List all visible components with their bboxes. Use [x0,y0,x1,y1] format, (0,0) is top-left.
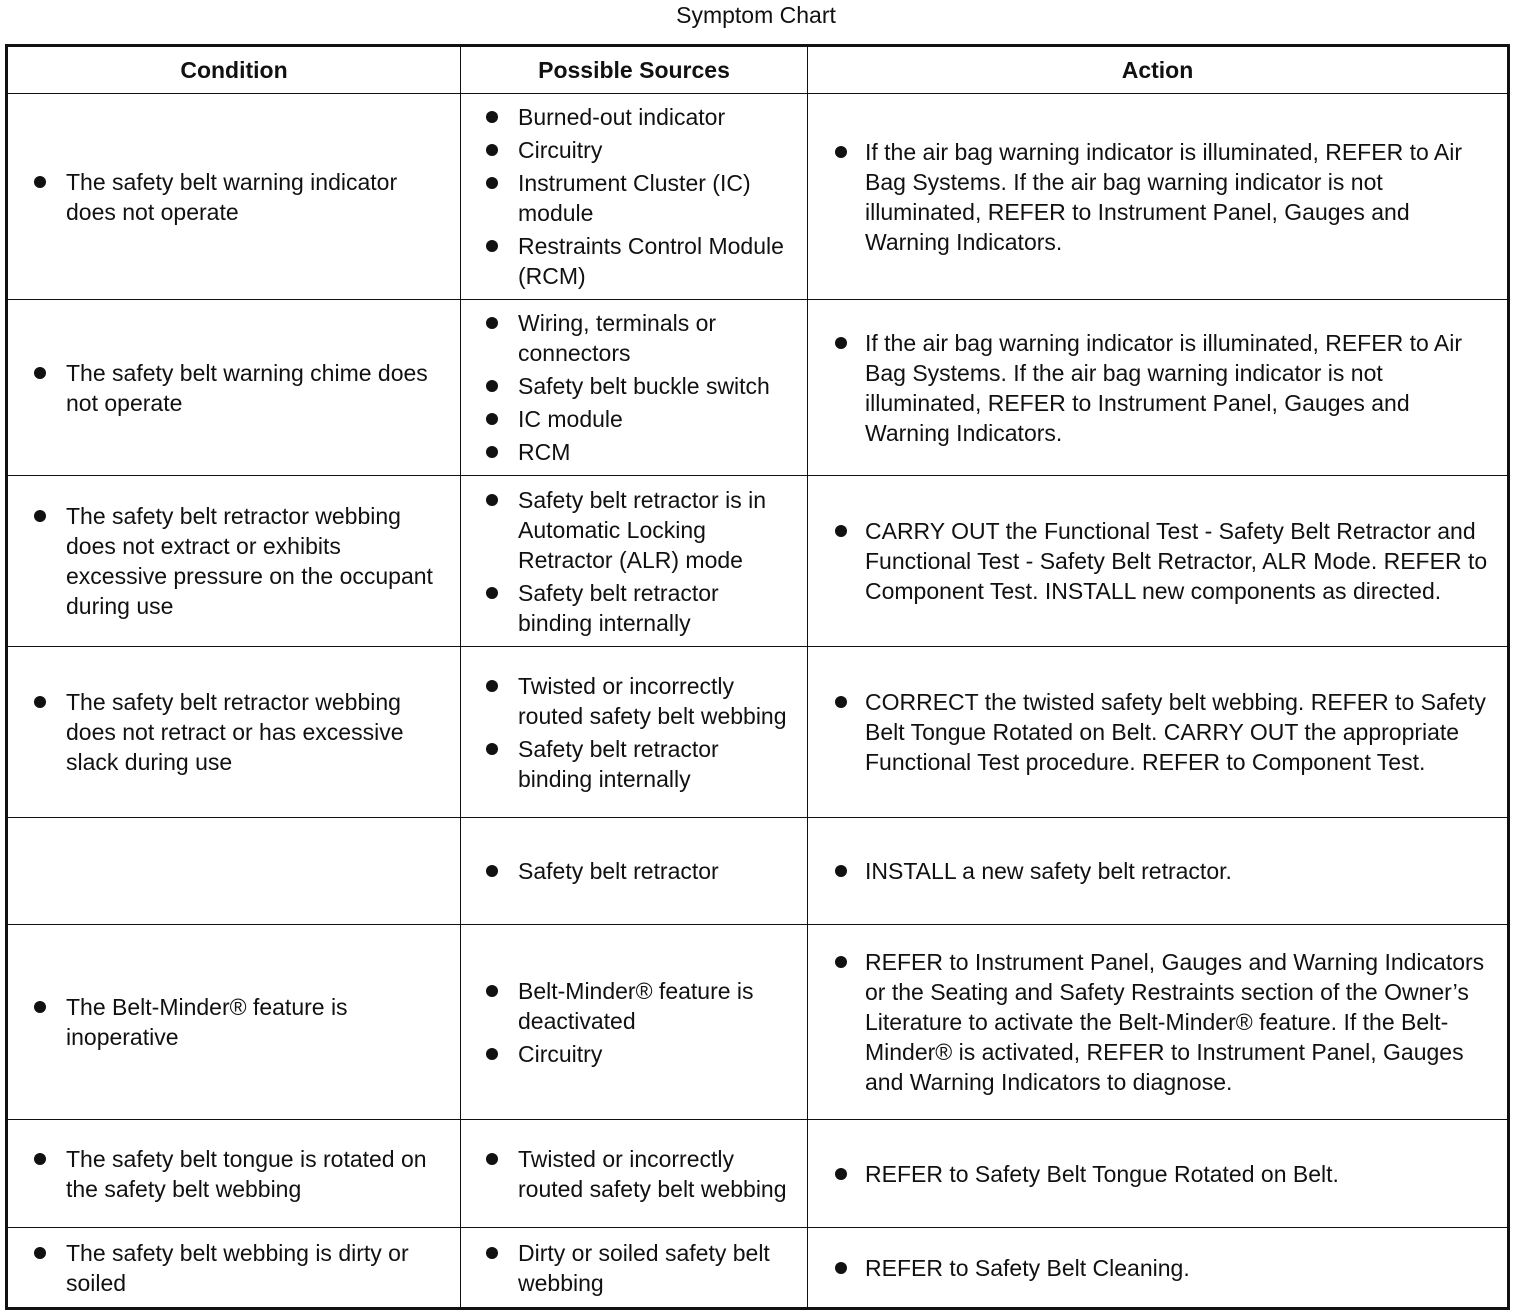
source-item: Safety belt retractor binding internally [461,734,807,794]
table-row [7,925,1509,1120]
source-item: Circuitry [461,135,807,165]
condition-item: The Belt-Minder® feature is inoperative [8,992,460,1052]
sources-cell [461,818,808,925]
action-item: REFER to Safety Belt Cleaning. [808,1253,1507,1283]
action-cell [808,925,1509,1120]
action-item: CARRY OUT the Functional Test - Safety Belt Retractor and Functional Test - Safety Belt Retractor, ALR Mode. REFER to Component Test. INSTALL new components as directed. [808,516,1507,606]
table-row [7,647,1509,818]
source-item: Instrument Cluster (IC) module [461,168,807,228]
source-item: IC module [461,404,807,434]
action-cell [808,94,1509,300]
source-item: Twisted or incorrectly routed safety belt webbing [461,1144,807,1204]
source-item: Safety belt retractor binding internally [461,578,807,638]
condition-item: The safety belt webbing is dirty or soiled [8,1238,460,1298]
action-item: If the air bag warning indicator is illuminated, REFER to Air Bag Systems. If the air bag warning indicator is not illuminated, REFER to Instrument Panel, Gauges and Warning Indicators. [808,137,1507,257]
condition-item: The safety belt warning indicator does not operate [8,167,460,227]
action-cell [808,1120,1509,1228]
chart-title: Symptom Chart [676,2,836,28]
condition-cell [7,300,461,476]
table-row [7,818,1509,925]
table-row [7,1120,1509,1228]
action-cell [808,1228,1509,1309]
header-row [7,46,1509,94]
source-item: Safety belt retractor is in Automatic Locking Retractor (ALR) mode [461,485,807,575]
action-item: If the air bag warning indicator is illuminated, REFER to Air Bag Systems. If the air bag warning indicator is not illuminated, REFER to Instrument Panel, Gauges and Warning Indicators. [808,328,1507,448]
source-item: Restraints Control Module (RCM) [461,231,807,291]
table-row [7,300,1509,476]
source-item: Circuitry [461,1039,807,1069]
condition-cell [7,925,461,1120]
action-item: REFER to Instrument Panel, Gauges and Warning Indicators or the Seating and Safety Restraints section of the Owner’s Literature to activate the Belt-Minder® feature. If the Belt-Minder® is activated, REFER to Instrument Panel, Gauges and Warning Indicators to diagnose. [808,947,1507,1097]
source-item: Wiring, terminals or connectors [461,308,807,368]
action-item: INSTALL a new safety belt retractor. [808,856,1507,886]
condition-cell [7,476,461,647]
sources-cell [461,300,808,476]
source-item: Dirty or soiled safety belt webbing [461,1238,807,1298]
sources-cell [461,1120,808,1228]
symptom-table [5,44,1510,1310]
condition-cell [7,1228,461,1309]
source-item: Twisted or incorrectly routed safety belt webbing [461,671,807,731]
source-item: Safety belt buckle switch [461,371,807,401]
table-row [7,476,1509,647]
condition-item: The safety belt retractor webbing does not extract or exhibits excessive pressure on the occupant during use [8,501,460,621]
condition-item: The safety belt retractor webbing does not retract or has excessive slack during use [8,687,460,777]
action-item: REFER to Safety Belt Tongue Rotated on Belt. [808,1159,1507,1189]
sources-cell [461,925,808,1120]
condition-item: The safety belt warning chime does not operate [8,358,460,418]
source-item: Safety belt retractor [461,856,807,886]
table-row [7,1228,1509,1309]
action-cell [808,476,1509,647]
sources-cell [461,94,808,300]
table-row [7,94,1509,300]
header-condition: Condition [7,46,461,94]
source-item: RCM [461,437,807,467]
sources-cell [461,476,808,647]
action-cell [808,300,1509,476]
action-cell [808,647,1509,818]
source-item: Belt-Minder® feature is deactivated [461,976,807,1036]
condition-cell [7,647,461,818]
header-action: Action [808,46,1509,94]
condition-cell [7,818,461,925]
condition-cell [7,94,461,300]
sources-cell [461,647,808,818]
source-item: Burned-out indicator [461,102,807,132]
condition-item: The safety belt tongue is rotated on the safety belt webbing [8,1144,460,1204]
action-item: CORRECT the twisted safety belt webbing. REFER to Safety Belt Tongue Rotated on Belt. CARRY OUT the appropriate Functional Test procedure. REFER to Component Test. [808,687,1507,777]
sources-cell [461,1228,808,1309]
condition-cell [7,1120,461,1228]
action-cell [808,818,1509,925]
header-possible-sources: Possible Sources [461,46,808,94]
